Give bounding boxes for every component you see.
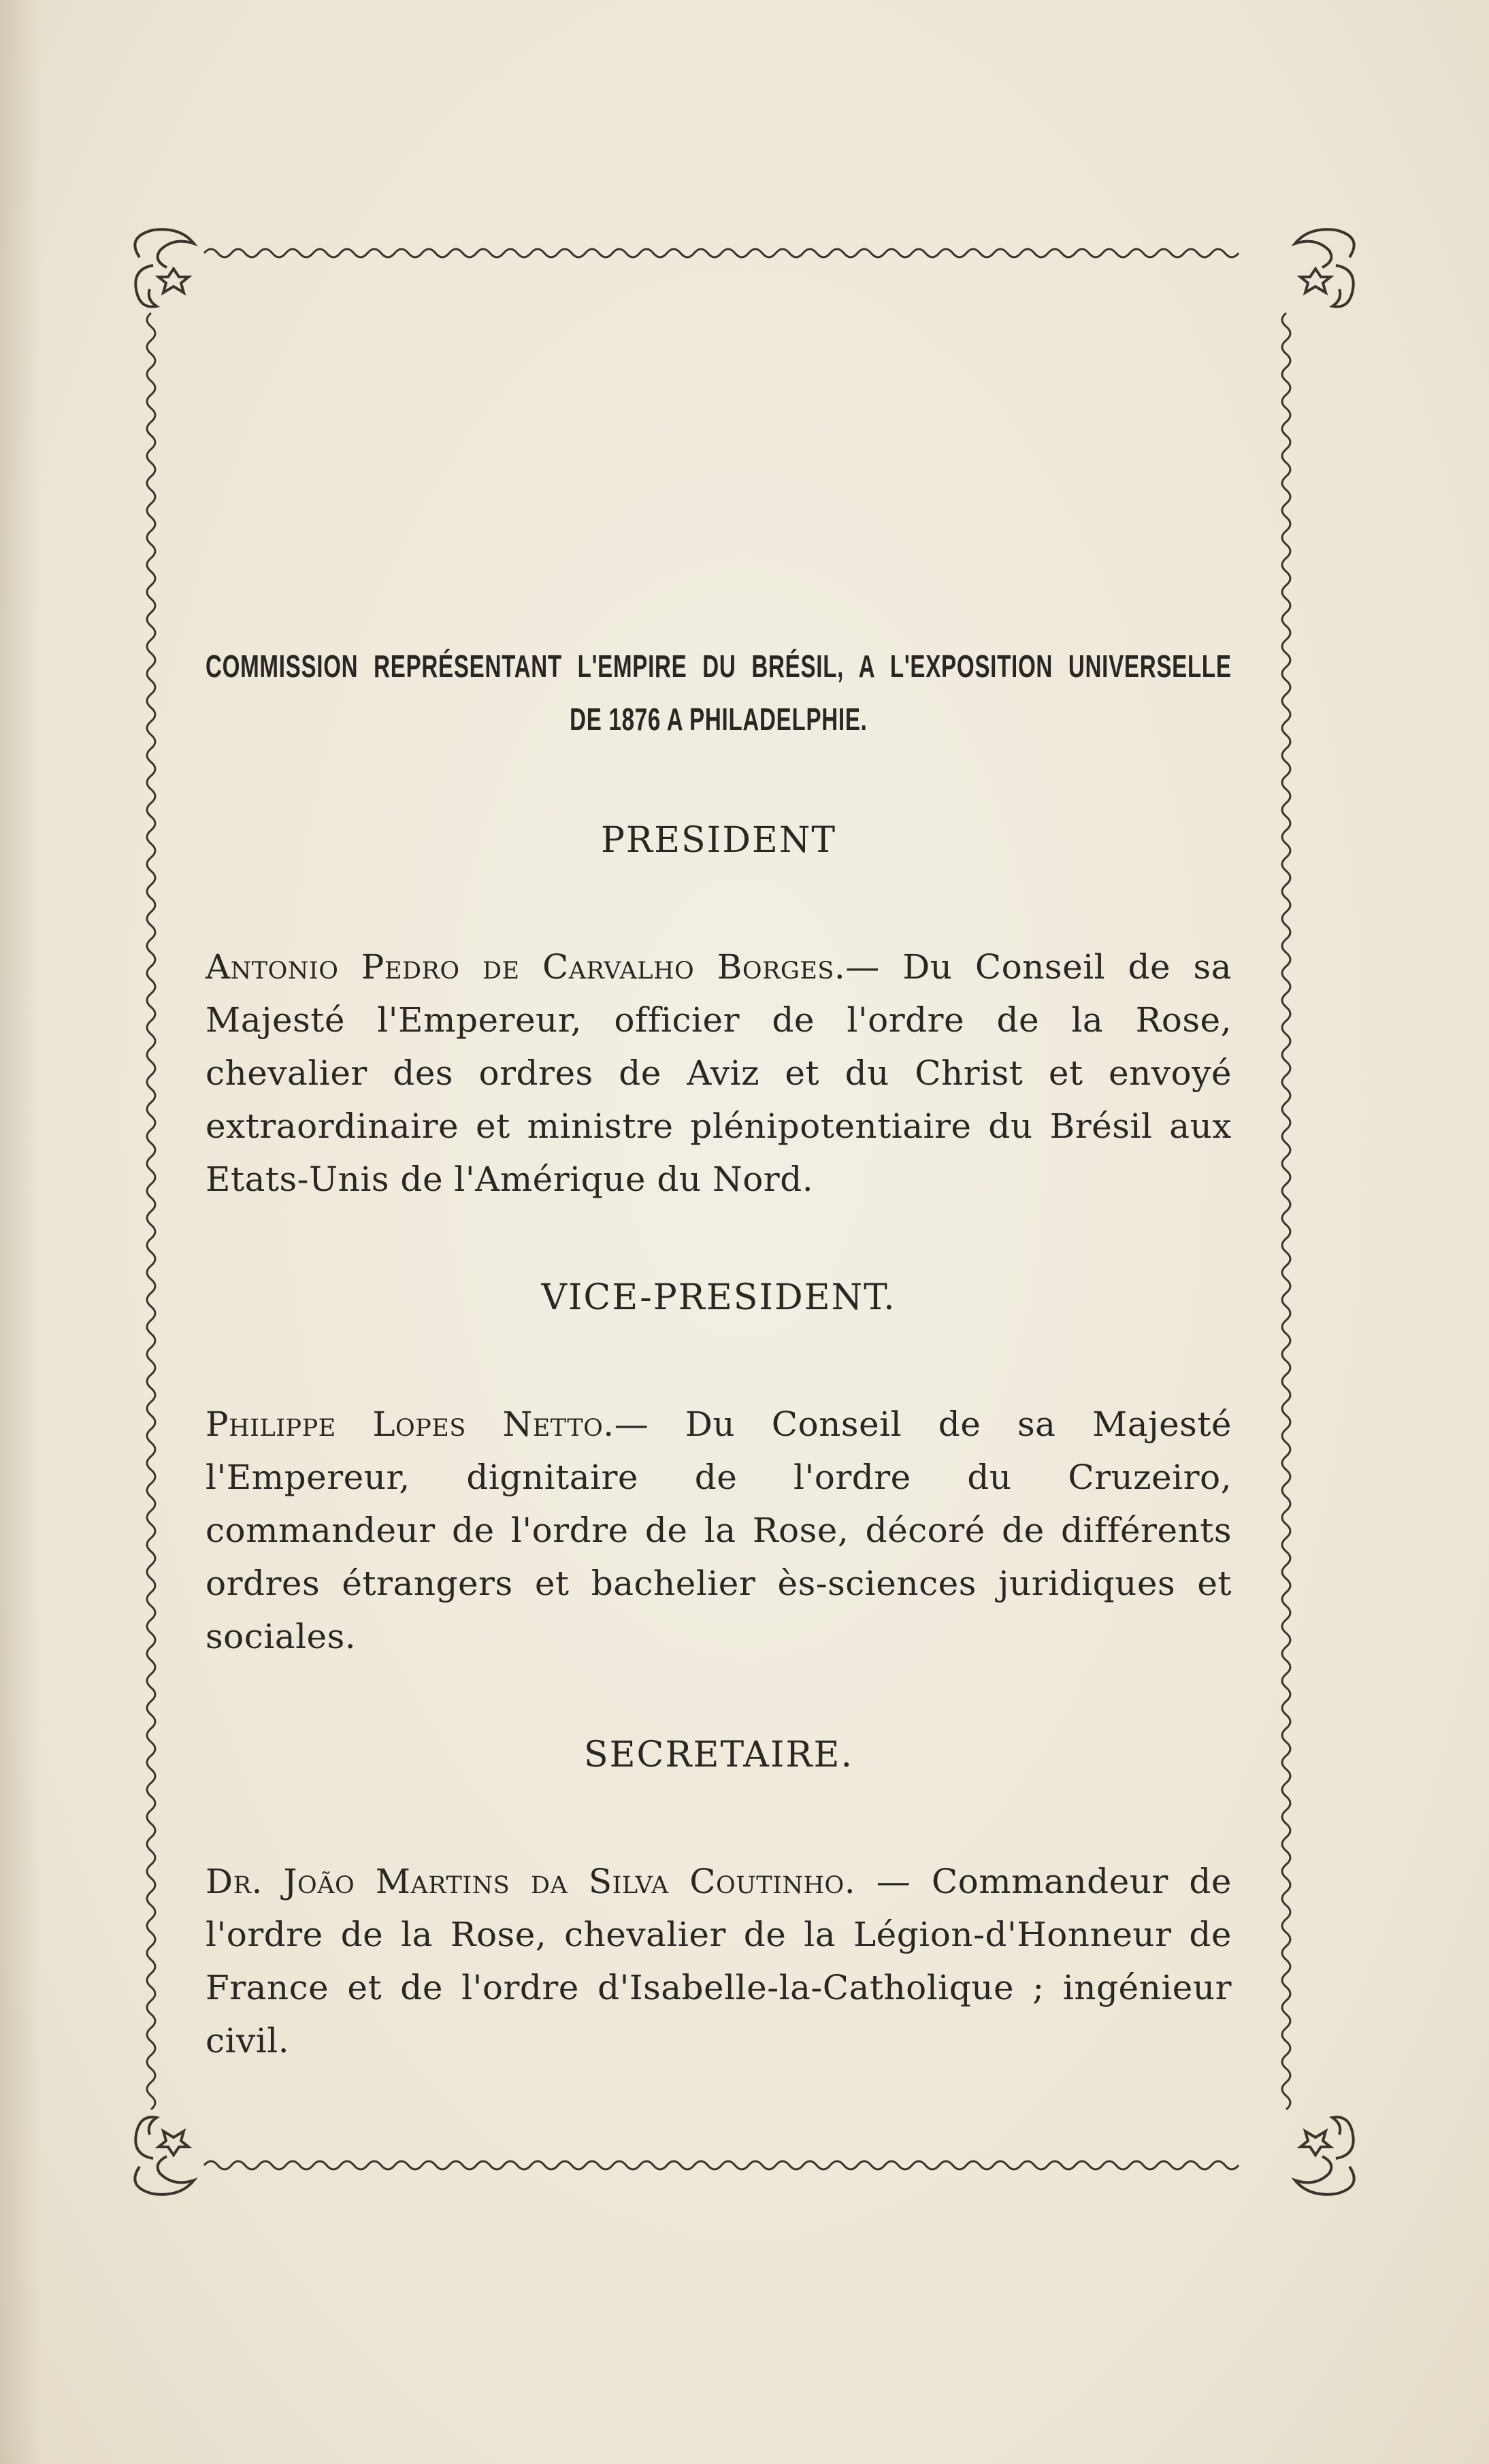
border-top-line (204, 249, 1239, 257)
heading-line-2: DE 1876 A PHILADELPHIE. (570, 702, 868, 737)
member-description: Commandeur de l'ordre de la Rose, chevalier de la Légion-d'Honneur de France et de l'ordre d'Isabelle-la-Catholique ; ingénieur civil. (206, 1862, 1232, 2060)
member-entry (206, 1855, 1232, 2067)
corner-ornament-top-right (1295, 229, 1354, 307)
member-description: Du Conseil de sa Majesté l'Empereur, dignitaire de l'ordre du Cruzeiro, commandeur de l'ordre de la Rose, décoré de différents ordres étrangers et bachelier ès-sciences juridiques et sociales. (206, 1405, 1232, 1656)
member-name: Philippe Lopes Netto.— (206, 1405, 649, 1444)
member-entry (206, 940, 1232, 1206)
corner-ornament-bottom-left (135, 2117, 194, 2195)
section-title: VICE-PRESIDENT. (541, 1277, 896, 1318)
member-name: Antonio Pedro de Carvalho Borges.— (206, 947, 880, 987)
border-right-line (1282, 313, 1290, 2109)
border-left-line (147, 313, 155, 2109)
heading-line-1: COMMISSION REPRÉSENTANT L'EMPIRE DU BRÉSIL, A L'EXPOSITION UNIVERSELLE (206, 648, 1232, 684)
commission-heading (206, 640, 1232, 749)
member-entry (206, 1398, 1232, 1663)
member-name: Dr. João Martins da Silva Coutinho. — (206, 1862, 911, 1901)
section-title: SECRETAIRE. (583, 1735, 854, 1775)
section-president (206, 814, 1232, 1206)
document-body (206, 640, 1232, 2101)
member-description: Du Conseil de sa Majesté l'Empereur, officier de l'ordre de la Rose, chevalier des ordres de Aviz et du Christ et envoyé extraordinaire et ministre plénipotentiaire du Brésil aux Etats-Unis de l'Amérique du Nord. (206, 947, 1232, 1199)
section-vice-president (206, 1271, 1232, 1663)
section-title: PRESIDENT (600, 820, 837, 861)
corner-ornament-bottom-right (1295, 2117, 1354, 2195)
section-secretaire (206, 1728, 1232, 2067)
corner-ornament-top-left (135, 229, 194, 307)
border-bottom-line (204, 2161, 1239, 2169)
